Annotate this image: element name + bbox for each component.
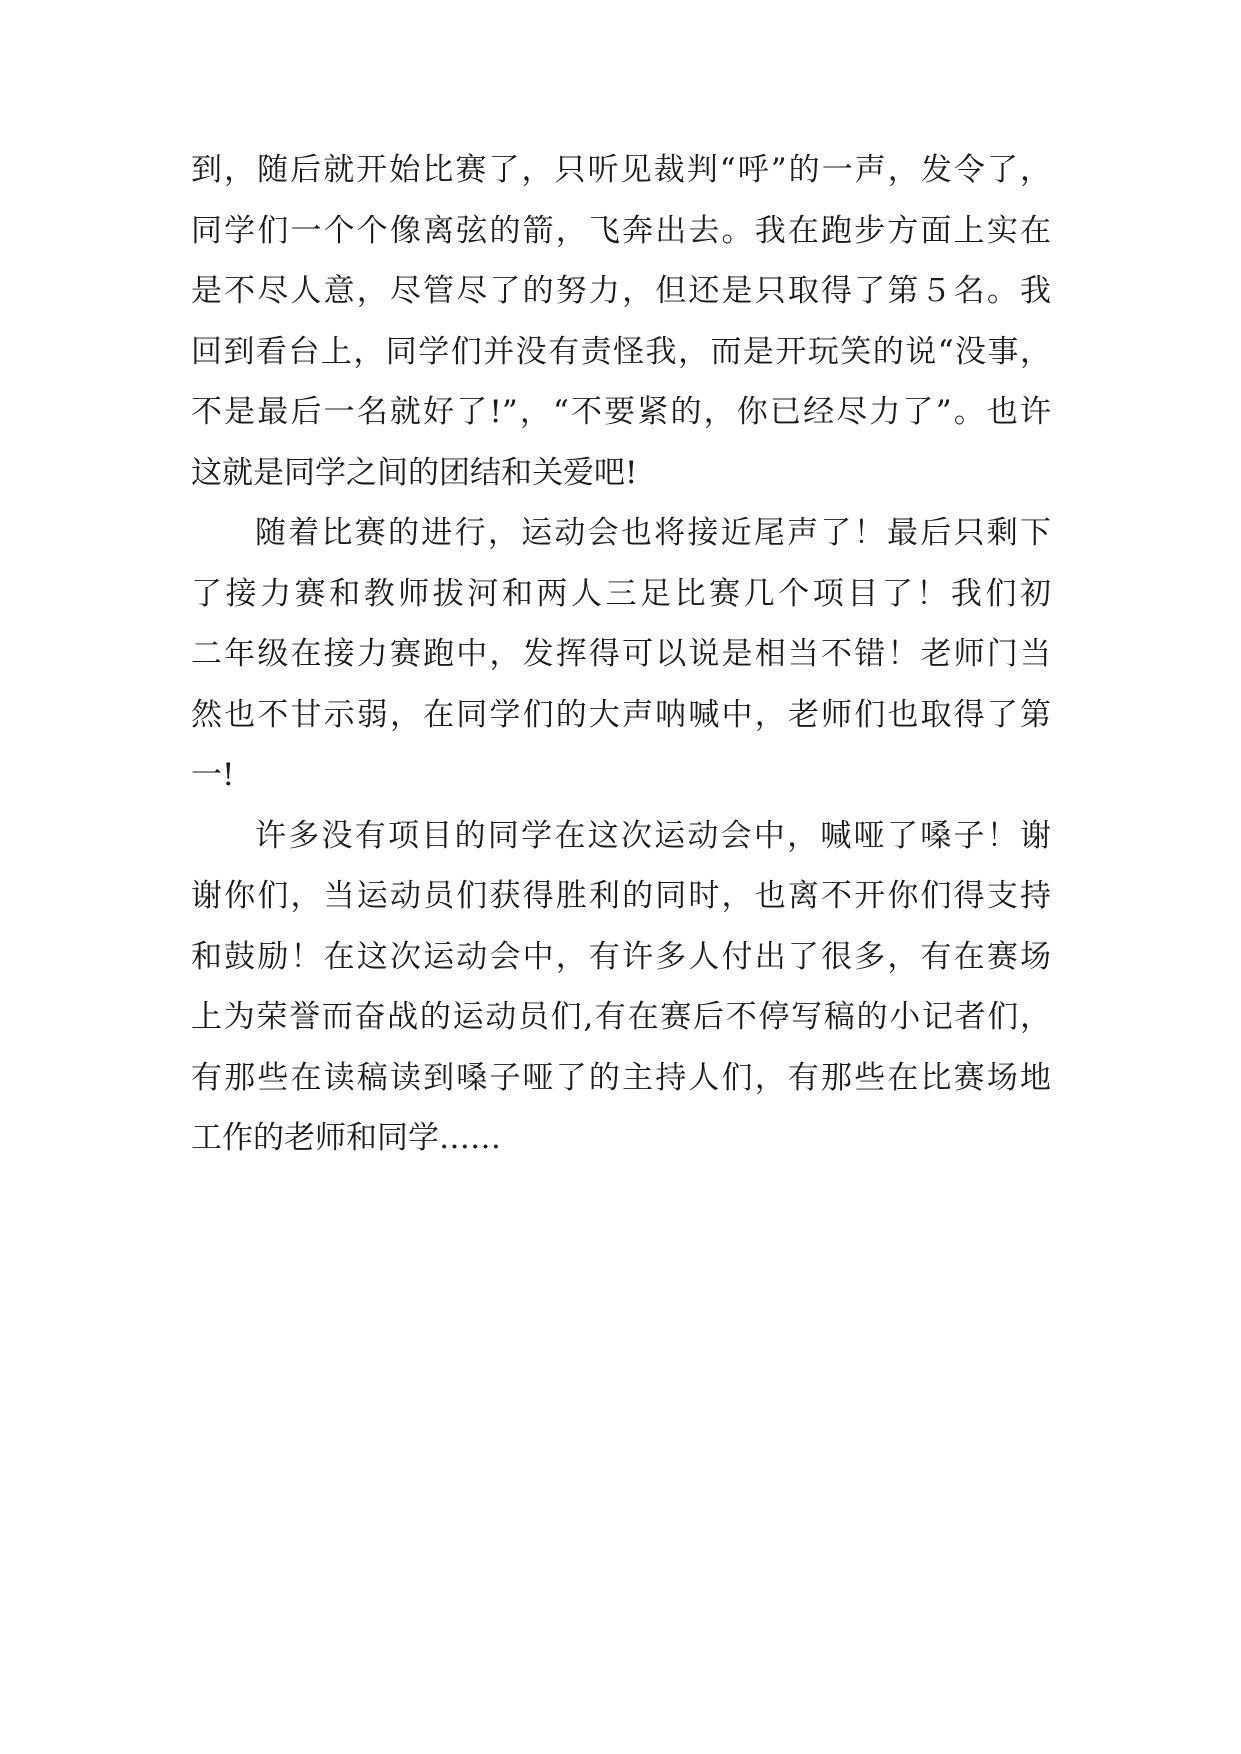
paragraph-2-line-1: 随着比赛的进行，运动会也将接近尾声了！最后只剩下 (255, 515, 1051, 551)
paragraph-3-line-6: 工作的老师和同学…… (191, 1120, 501, 1156)
paragraph-3-line-2: 谢你们，当运动员们获得胜利的同时，也离不开你们得支持 (191, 878, 1051, 914)
paragraph-1-line-3: 是不尽人意，尽管尽了的努力，但还是只取得了第５名。我 (191, 273, 1051, 309)
paragraph-2-line-3: 二年级在接力赛跑中，发挥得可以说是相当不错！老师门当 (191, 636, 1051, 672)
paragraph-3-line-1: 许多没有项目的同学在这次运动会中，喊哑了嗓子！谢 (255, 817, 1051, 854)
paragraph-3-line-5: 有那些在读稿读到嗓子哑了的主持人们，有那些在比赛场地 (191, 1059, 1051, 1096)
paragraph-1-line-4: 回到看台上，同学们并没有责怪我，而是开玩笑的说“没事， (191, 333, 1051, 370)
paragraph-3-line-4: 上为荣誉而奋战的运动员们,有在赛后不停写稿的小记者们， (191, 999, 1051, 1035)
paragraph-2-line-5: 一! (191, 757, 235, 793)
paragraph-1-line-2: 同学们一个个像离弦的箭，飞奔出去。我在跑步方面上实在 (191, 212, 1051, 249)
paragraph-1-line-1: 到，随后就开始比赛了，只听见裁判“呼”的一声，发令了， (191, 152, 1051, 188)
paragraph-2-line-2: 了接力赛和教师拔河和两人三足比赛几个项目了！我们初 (191, 575, 1051, 612)
paragraph-2-line-4: 然也不甘示弱，在同学们的大声呐喊中，老师们也取得了第 (191, 696, 1051, 733)
paragraph-3-line-3: 和鼓励！在这次运动会中，有许多人付出了很多，有在赛场 (191, 938, 1051, 975)
document-body (191, 140, 1051, 1169)
paragraph-1-line-6: 这就是同学之间的团结和关爱吧! (191, 454, 638, 491)
paragraph-1-line-5: 不是最后一名就好了!”，“不要紧的，你已经尽力了”。也许 (191, 394, 1051, 430)
